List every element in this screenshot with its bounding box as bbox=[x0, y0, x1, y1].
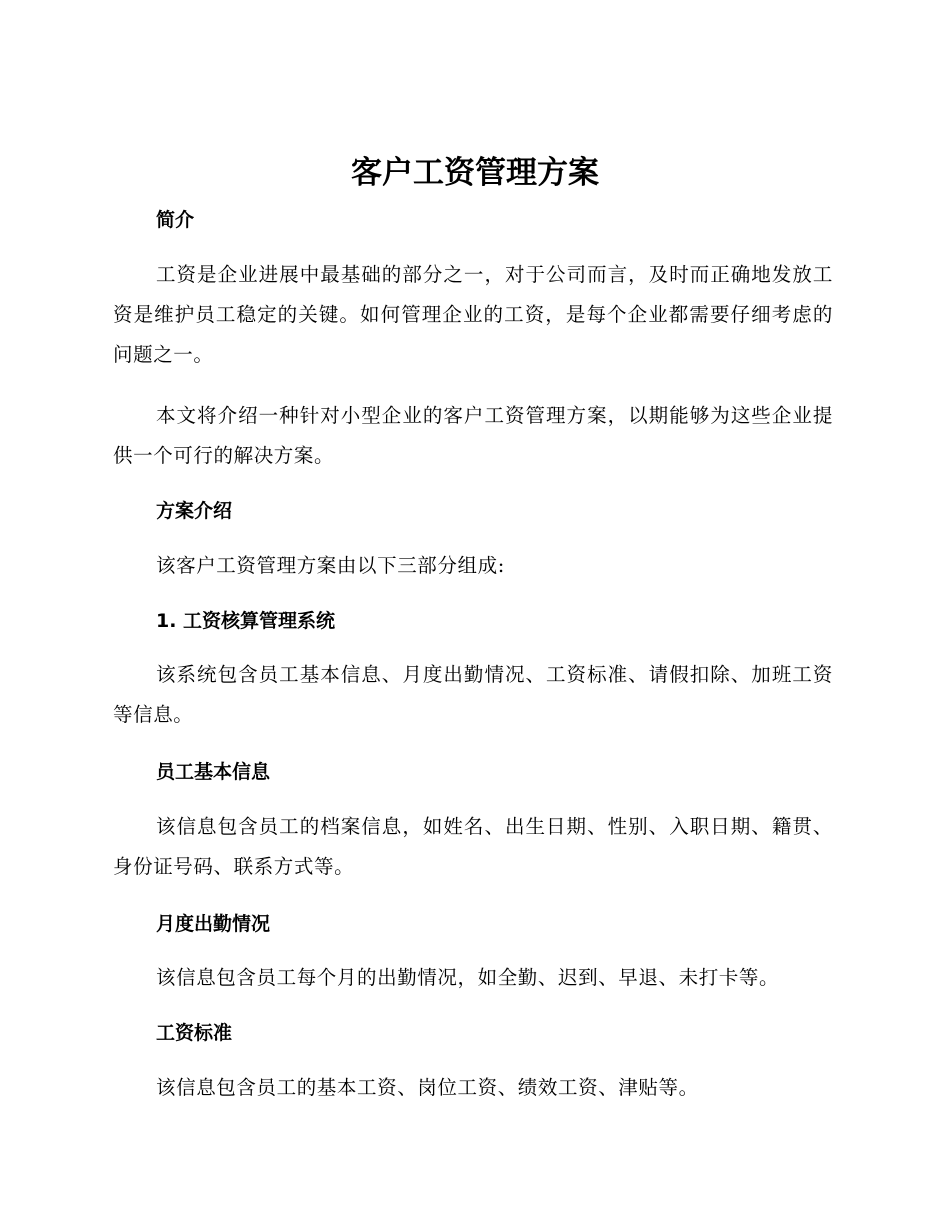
paragraph-employee-basic-info: 该信息包含员工的档案信息，如姓名、出生日期、性别、入职日期、籍贯、身份证号码、联系方式等。 bbox=[113, 815, 833, 878]
paragraph-salary-standard: 该信息包含员工的基本工资、岗位工资、绩效工资、津贴等。 bbox=[156, 1076, 699, 1099]
heading-plan: 方案介绍 bbox=[156, 500, 233, 522]
heading-monthly-attendance: 月度出勤情况 bbox=[156, 913, 271, 935]
heading-employee-basic-info: 员工基本信息 bbox=[156, 761, 271, 783]
heading-intro: 简介 bbox=[156, 209, 195, 231]
paragraph-payroll-system: 该系统包含员工基本信息、月度出勤情况、工资标准、请假扣除、加班工资等信息。 bbox=[113, 663, 833, 726]
heading-salary-standard: 工资标准 bbox=[156, 1022, 233, 1044]
paragraph-intro-2: 本文将介绍一种针对小型企业的客户工资管理方案，以期能够为这些企业提供一个可行的解决方案。 bbox=[113, 404, 833, 467]
heading-payroll-system: 1. 工资核算管理系统 bbox=[156, 610, 336, 632]
paragraph-monthly-attendance: 该信息包含员工每个月的出勤情况，如全勤、迟到、早退、未打卡等。 bbox=[156, 966, 780, 989]
paragraph-intro-1: 工资是企业进展中最基础的部分之一，对于公司而言，及时而正确地发放工资是维护员工稳定的关键。如何管理企业的工资，是每个企业都需要仔细考虑的问题之一。 bbox=[113, 263, 833, 366]
paragraph-plan-1: 该客户工资管理方案由以下三部分组成: bbox=[156, 554, 505, 577]
document-title: 客户工资管理方案 bbox=[351, 155, 599, 191]
